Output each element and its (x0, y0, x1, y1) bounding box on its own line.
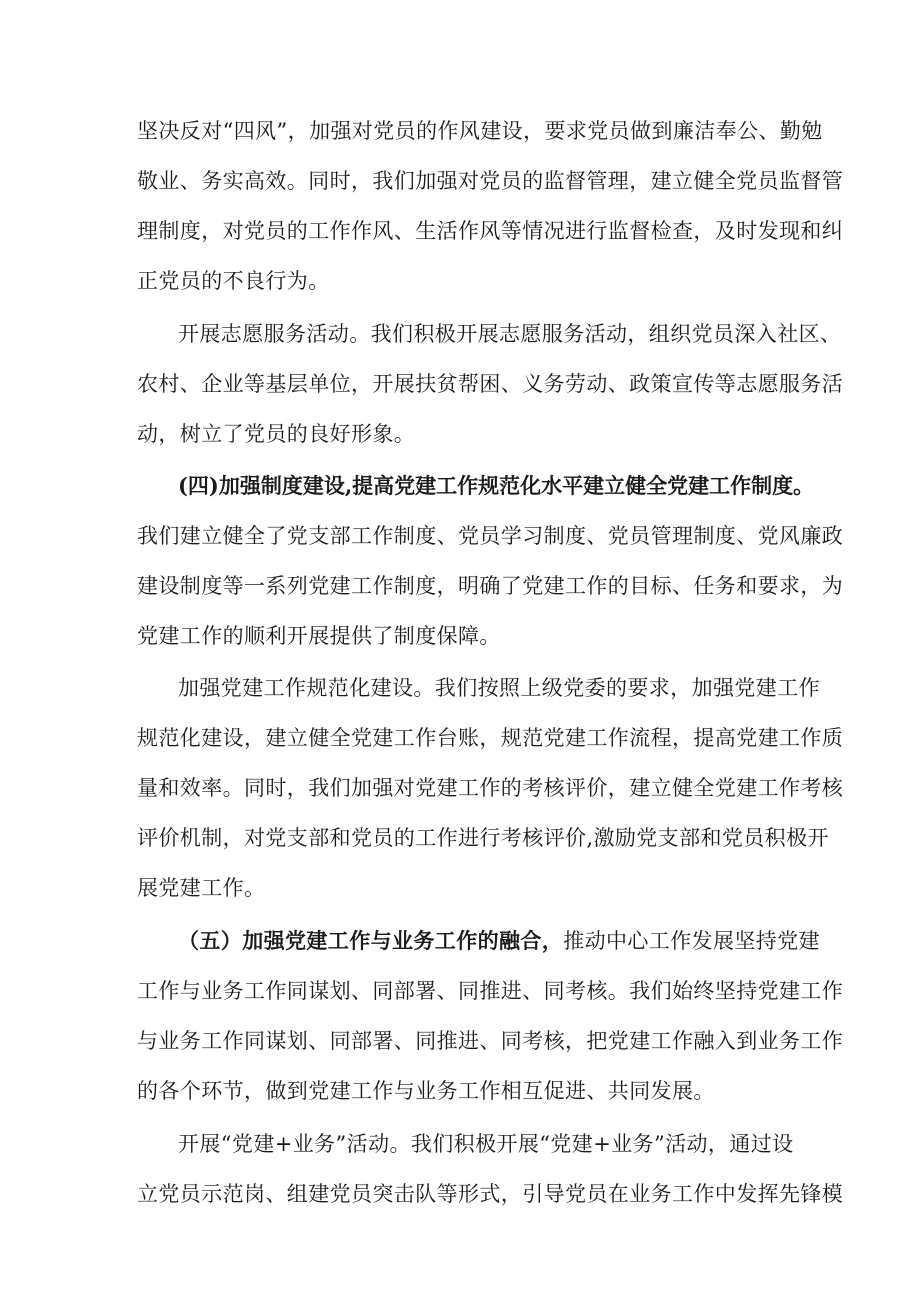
paragraph-line: 工作与业务工作同谋划、同部署、同推进、同考核。我们始终坚持党建工作 (137, 979, 844, 1003)
paragraph-line: 敬业、务实高效。同时，我们加强对党员的监督管理，建立健全党员监督管 (137, 169, 844, 193)
paragraph-line: 坚决反对“四风”，加强对党员的作风建设，要求党员做到廉洁奉公、勤勉 (137, 119, 823, 143)
paragraph-line: 理制度，对党员的工作作风、生活作风等情况进行监督检查，及时发现和纠 (137, 219, 844, 243)
paragraph-line: 我们建立健全了党支部工作制度、党员学习制度、党员管理制度、党风廉政 (137, 524, 844, 548)
section-heading-5-bold: （五）加强党建工作与业务工作的融合， (178, 928, 564, 953)
paragraph-line: 农村、企业等基层单位，开展扶贫帮困、义务劳动、政策宣传等志愿服务活 (137, 372, 844, 396)
paragraph-line: 加强党建工作规范化建设。我们按照上级党委的要求，加强党建工作 (178, 676, 820, 700)
paragraph-line: 动，树立了党员的良好形象。 (137, 422, 416, 446)
paragraph-line: 建设制度等一系列党建工作制度，明确了党建工作的目标、任务和要求，为 (137, 574, 844, 598)
paragraph-line: 规范化建设，建立健全党建工作台账，规范党建工作流程，提高党建工作质 (137, 726, 844, 750)
paragraph-line: 与业务工作同谋划、同部署、同推进、同考核，把党建工作融入到业务工作 (137, 1029, 844, 1053)
section-heading-5-rest: 推动中心工作发展坚持党建 (563, 929, 821, 953)
section-heading-4: (四)加强制度建设,提高党建工作规范化水平建立健全党建工作制度。 (178, 473, 815, 498)
paragraph-line: 开展“党建+业务”活动。我们积极开展“党建+业务”活动，通过设 (178, 1132, 794, 1156)
paragraph-line: 立党员示范岗、组建党员突击队等形式，引导党员在业务工作中发挥先锋模 (137, 1182, 844, 1206)
paragraph-line: 党建工作的顺利开展提供了制度保障。 (137, 624, 501, 648)
paragraph-line: 量和效率。同时，我们加强对党建工作的考核评价，建立健全党建工作考核 (137, 776, 844, 800)
paragraph-line: 正党员的不良行为。 (137, 269, 330, 293)
paragraph-line: 的各个环节，做到党建工作与业务工作相互促进、共同发展。 (137, 1079, 715, 1103)
paragraph-line: 展党建工作。 (137, 876, 266, 900)
paragraph-line: 评价机制，对党支部和党员的工作进行考核评价,激励党支部和党员积极开 (137, 826, 829, 850)
paragraph-line: 开展志愿服务活动。我们积极开展志愿服务活动，组织党员深入社区、 (178, 322, 842, 346)
section-heading-5 (178, 926, 821, 956)
